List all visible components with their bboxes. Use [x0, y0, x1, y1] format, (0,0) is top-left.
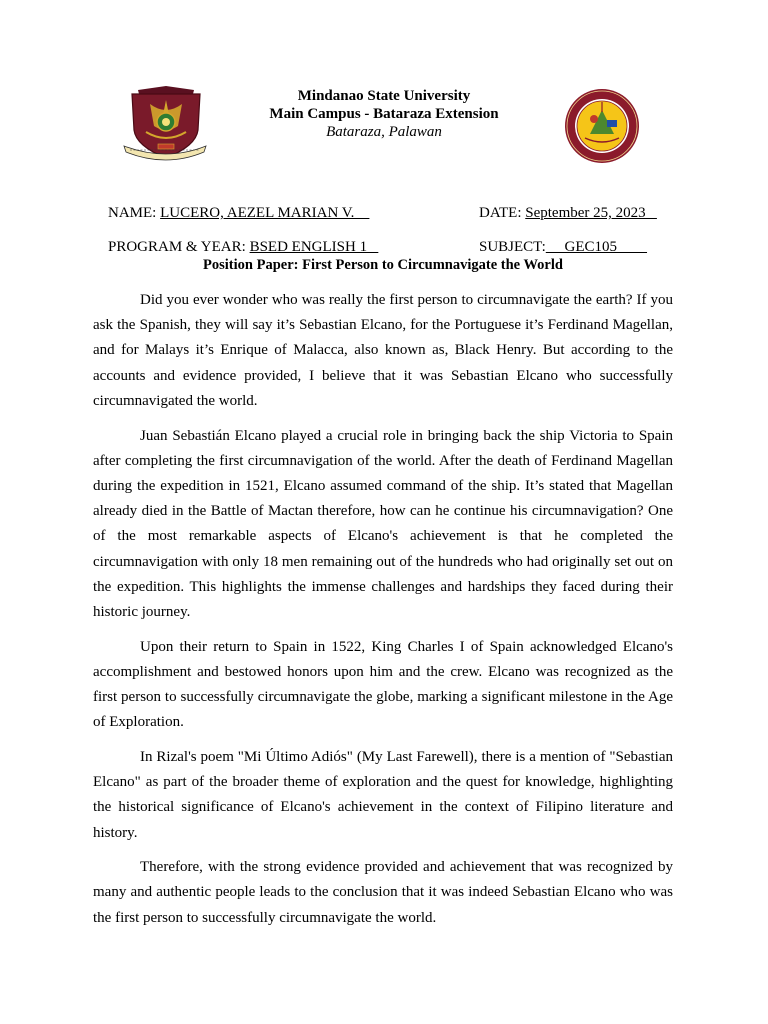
campus-circular-seal	[563, 88, 641, 164]
paragraph: Juan Sebastián Elcano played a crucial role in bringing back the ship Victoria to Spain after completing the first circumnavigation of the world. After the death of Ferdinand Magellan during the expedition in 1521, Elcano assumed command of the ship. It’s stated that Magellan already died in the Battle of Mactan therefore, how can he continue his circumnavigation? One of the most remarkable aspects of Elcano's achievement is that he completed the circumnavigation with only 18 men remaining out of the hundreds who had originally set out on the expedition. This highlights the immense challenges and hardships they faced during their historic journey.	[93, 427, 673, 620]
paragraph: Did you ever wonder who was really the first person to circumnavigate the earth? If you ask the Spanish, they will say it’s Sebastian Elcano, for the Portuguese it’s Ferdinand Magellan, and for Malays it’s Enrique of Malacca, also known as, Black Henry. But according to the accounts and evidence provided, I believe that it was Sebastian Elcano who successfully circumnavigated the world.	[93, 292, 673, 409]
program-value: BSED ENGLISH 1	[249, 239, 379, 255]
program-label: PROGRAM & YEAR:	[108, 239, 250, 255]
paper-body	[93, 288, 673, 940]
campus-location: Bataraza, Palawan	[326, 124, 442, 140]
paragraph: Therefore, with the strong evidence provided and achievement that was recognized by many and authentic people leads to the conclusion that it was indeed Sebastian Elcano who was the first person to successfully circumnavigate the world.	[93, 859, 673, 926]
campus-name: Main Campus - Bataraza Extension	[269, 106, 499, 122]
paragraph: In Rizal's poem "Mi Último Adiós" (My Last Farewell), there is a mention of "Sebastian Elcano" as part of the broader theme of exploration and the quest for knowledge, highlighting the historical significance of Elcano's achievement in the context of Filipino literature and history.	[93, 748, 673, 841]
subject-value: GEC105	[545, 239, 648, 255]
date-value: September 25, 2023	[525, 205, 657, 221]
university-name: Mindanao State University	[297, 88, 471, 104]
name-value: LUCERO, AEZEL MARIAN V.	[160, 205, 370, 221]
name-label: NAME:	[108, 205, 161, 221]
paper-title: Position Paper: First Person to Circumnavigate the World	[203, 257, 563, 273]
date-label: DATE:	[479, 205, 526, 221]
subject-label: SUBJECT:	[479, 239, 546, 255]
university-shield-logo	[120, 86, 210, 164]
paragraph: Upon their return to Spain in 1522, King Charles I of Spain acknowledged Elcano's accomplishment and bestowed honors upon him and the crew. Elcano was recognized as the first person to successfully circumnavigate the globe, marking a significant milestone in the Age of Exploration.	[93, 638, 673, 731]
letterhead	[200, 87, 568, 141]
